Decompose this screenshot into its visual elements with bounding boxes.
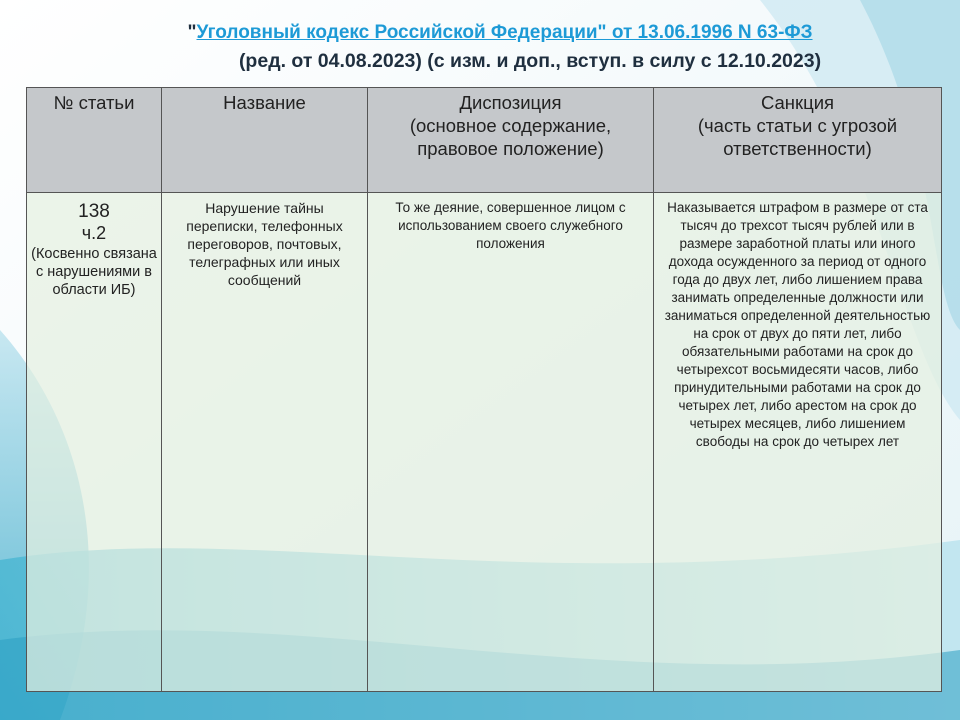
cell-name — [162, 193, 368, 692]
header-sanction-title: Санкция — [760, 92, 835, 113]
article-number: 138 — [78, 201, 110, 222]
title-line-1 — [40, 20, 920, 46]
header-name-label: Название — [223, 92, 306, 113]
header-name — [162, 88, 368, 193]
article-note: (Косвенно связана с нарушениями в области ИБ) — [31, 246, 157, 298]
header-disposition-sub: (основное содержание, правовое положение) — [409, 115, 612, 159]
table-row — [27, 193, 942, 692]
cell-sanction — [654, 193, 942, 692]
article-name: Нарушение тайны переписки, телефонных переговоров, почтовых, телеграфных или иных сообщений — [186, 200, 343, 288]
title-quote: " — [187, 22, 197, 43]
header-disposition — [368, 88, 654, 193]
header-disposition-title: Диспозиция — [459, 92, 562, 113]
cell-article — [27, 193, 162, 692]
table-header-row — [27, 88, 942, 193]
article-disposition: То же деяние, совершенное лицом с использованием своего служебного положения — [395, 200, 626, 251]
law-table — [26, 87, 942, 692]
header-sanction-sub: (часть статьи с угрозой ответственности) — [697, 115, 898, 159]
header-sanction — [654, 88, 942, 193]
law-link[interactable]: Уголовный кодекс Российской Федерации" от 13.06.1996 N 63-ФЗ — [196, 22, 813, 43]
revision-line: (ред. от 04.08.2023) (с изм. и доп., вступ. в силу с 12.10.2023) — [238, 50, 822, 72]
document-title — [40, 20, 920, 74]
header-article — [27, 88, 162, 193]
header-article-label: № статьи — [53, 92, 135, 113]
article-sanction: Наказывается штрафом в размере от ста тысяч до трехсот тысяч рублей или в размере заработной платы или иного дохода осужденного за период от одного года до двух лет, либо лишением права занимать определенные должности или заниматься определенной деятельностью на срок от двух до пяти лет, либо обязательными работами на срок до четырехсот восьмидесяти часов, либо принудительными работами на срок до четырех лет, либо арестом на срок до четырех месяцев, либо лишением свободы на срок до четырех лет — [664, 200, 931, 449]
article-part: ч.2 — [81, 223, 107, 243]
cell-disposition — [368, 193, 654, 692]
